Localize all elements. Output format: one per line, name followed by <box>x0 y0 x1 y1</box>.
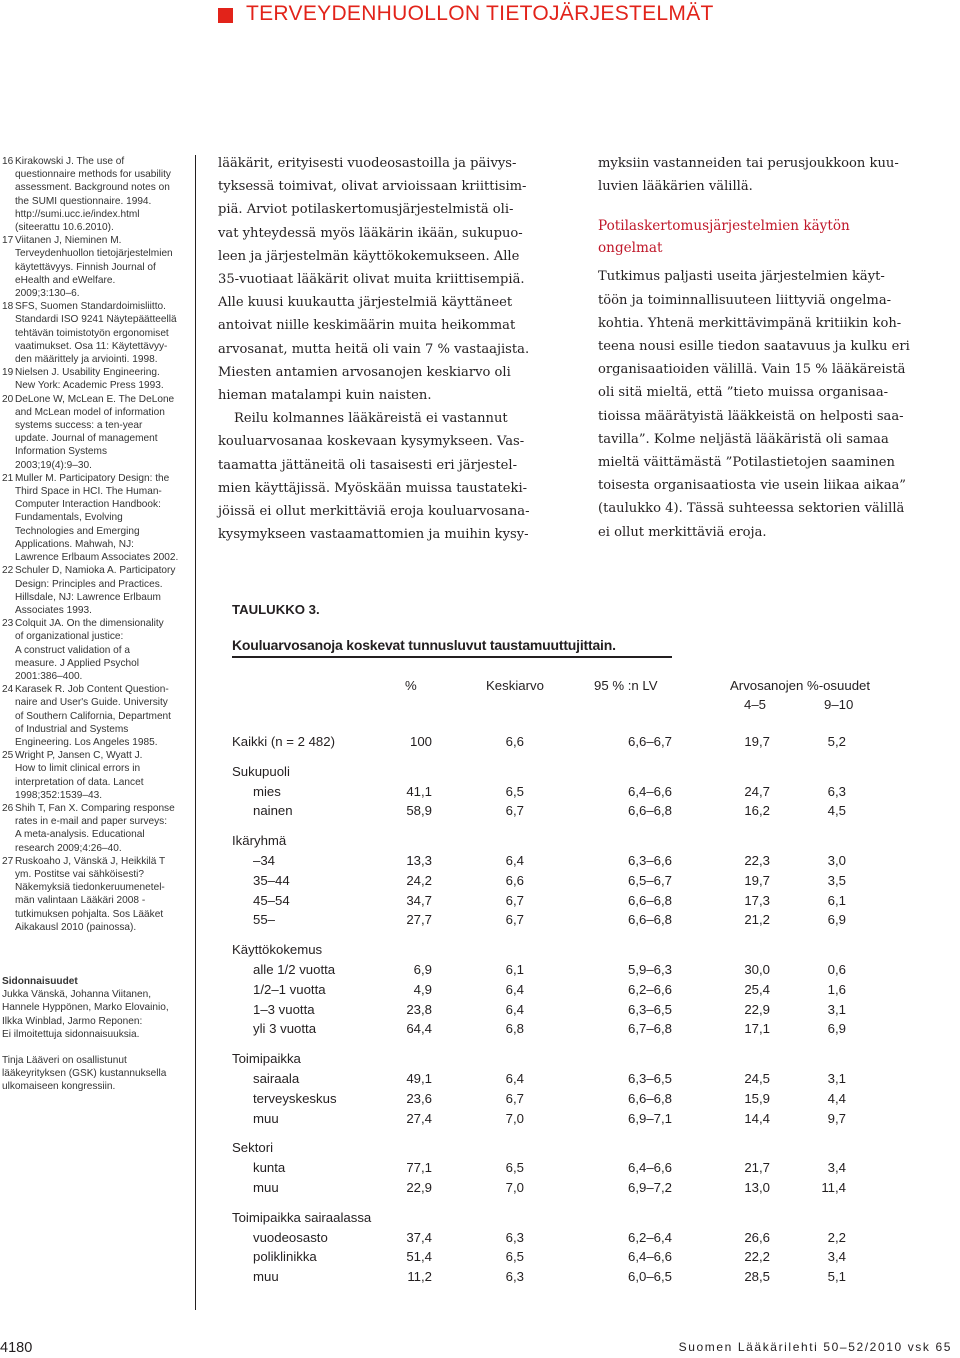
table-cell: 15,9 <box>744 1090 770 1106</box>
reference-text: Karasek R. Job Content Question- naire and User's Guide. University of Southern California, Department of Industrial and Systems Engineering. Los Angeles 1985. <box>15 684 171 748</box>
reference-item <box>2 564 192 617</box>
table-row-label: sairaala <box>253 1071 300 1086</box>
reference-number: 16 <box>2 156 14 167</box>
table-row-label: –34 <box>253 853 276 868</box>
table-cell: 27,4 <box>406 1110 432 1126</box>
table-cell: 6,4 <box>505 853 524 868</box>
table-cell: 28,5 <box>744 1269 770 1285</box>
section-title: TERVEYDENHUOLLON TIETOJÄRJESTELMÄT <box>246 2 714 25</box>
table-cell: 16,2 <box>744 803 770 819</box>
table-cell: 6,6–6,8 <box>628 1090 672 1106</box>
table-row-label: nainen <box>253 803 293 819</box>
table-cell: 6,3–6,5 <box>628 1001 672 1017</box>
reference-number: 26 <box>2 802 14 814</box>
body-column-middle <box>218 152 578 546</box>
table-cell: 7,0 <box>505 1180 524 1195</box>
table-cell: 6,5 <box>505 1160 524 1176</box>
table-cell: 30,0 <box>744 962 770 977</box>
table-cell: 21,2 <box>744 912 770 928</box>
table-cell: 6,4 <box>505 1071 524 1086</box>
table-cell: 6,4–6,6 <box>628 1249 672 1265</box>
affiliations-text-1: Jukka Vänskä, Johanna Viitanen, Hannele Hyppönen, Marko Elovainio, Ilkka Winblad, Jarmo Reponen: Ei ilmoitettuja sidonnaisuuksia. <box>2 989 169 1040</box>
table-cell: 17,3 <box>744 892 770 908</box>
reference-number: 17 <box>2 235 14 247</box>
table-title: Kouluarvosanoja koskevat tunnusluvut taustamuuttujittain. <box>232 637 616 653</box>
table-cell: 6,2–6,4 <box>628 1229 672 1245</box>
table-cell: 6,9–7,1 <box>628 1110 672 1126</box>
table-cell: 13,3 <box>406 853 432 868</box>
table-label: TAULUKKO 3. <box>232 602 320 617</box>
reference-text: Nielsen J. Usability Engineering. New York: Academic Press 1993. <box>15 367 164 392</box>
table-cell: 6,5–6,7 <box>628 872 672 888</box>
table-cell: 6,7 <box>505 803 524 819</box>
table-cell: 3,4 <box>827 1160 846 1176</box>
header-marker <box>218 8 233 23</box>
table-cell: 23,8 <box>406 1001 432 1017</box>
table-group-label: Ikäryhmä <box>232 833 287 849</box>
table-cell: 6,3–6,5 <box>628 1071 672 1086</box>
column-divider <box>195 155 196 1310</box>
table-cell: 6,7 <box>505 912 524 928</box>
reference-item <box>2 155 192 234</box>
table-cell: 6,9 <box>827 1021 846 1037</box>
affiliations-title: Sidonnaisuudet <box>2 976 78 987</box>
table-row-label: alle 1/2 vuotta <box>253 962 336 977</box>
table-cell: 6,6–6,7 <box>628 734 672 749</box>
reference-number: 21 <box>2 472 14 484</box>
col-header-grade-share: Arvosanojen %-osuudet <box>730 678 871 693</box>
reference-text: DeLone W, McLean E. The DeLone and McLean model of information systems success: a ten-year update. Journal of management Information Systems 2003;19(4):9–30. <box>15 393 175 471</box>
reference-number: 18 <box>2 301 14 313</box>
table-cell: 1,6 <box>827 981 846 997</box>
table-cell: 22,9 <box>744 1001 770 1017</box>
reference-number: 25 <box>2 750 14 762</box>
col-header-pct: % <box>405 678 417 693</box>
reference-item <box>2 855 192 934</box>
table-cell: 22,3 <box>744 853 770 868</box>
table-cell: 4,4 <box>827 1090 846 1106</box>
table-cell: 6,4 <box>505 1001 524 1017</box>
table-cell: 22,2 <box>744 1249 770 1265</box>
reference-text: Muller M. Participatory Design: the Third Space in HCI. The Human- Computer Interaction Handbook: Fundamentals, Evolving Technologies and Emerging Applications. Mahwah, NJ: Lawrence Erlbaum Associates 2002. <box>15 472 179 564</box>
table-cell: 6,3 <box>827 783 846 799</box>
table-cell: 5,1 <box>827 1269 846 1285</box>
col-header-ci: 95 % :n LV <box>594 678 658 693</box>
table-cell: 6,6–6,8 <box>628 912 672 928</box>
reference-item <box>2 802 192 855</box>
affiliations <box>2 975 192 1094</box>
reference-list <box>2 155 192 934</box>
table-cell: 14,4 <box>744 1110 770 1126</box>
table-cell: 3,0 <box>827 853 846 868</box>
table-cell: 6,3–6,6 <box>628 853 672 868</box>
table-cell: 6,9 <box>413 962 432 977</box>
table-cell: 25,4 <box>744 981 770 997</box>
table-row-label: 35–44 <box>253 872 290 888</box>
table-cell: 27,7 <box>406 912 432 928</box>
reference-number: 27 <box>2 855 14 867</box>
table-row-label: 1/2–1 vuotta <box>253 981 326 997</box>
journal-footer: Suomen Lääkärilehti 50–52/2010 vsk 65 <box>678 1340 952 1354</box>
reference-item <box>2 366 192 392</box>
table-cell: 100 <box>409 734 432 749</box>
table-cell: 24,5 <box>744 1071 770 1086</box>
reference-item <box>2 393 192 472</box>
reference-text: Viitanen J, Nieminen M. Terveydenhuollon tietojärjestelmien käytettävyys. Finnish Journal of eHealth and eWelfare. 2009;3:130–6. <box>15 235 173 300</box>
col-header-grade-9-10: 9–10 <box>824 697 854 712</box>
table-row-label: yli 3 vuotta <box>253 1021 317 1037</box>
table-cell: 6,6 <box>505 872 524 888</box>
table-cell: 6,5 <box>505 783 524 799</box>
table-cell: 64,4 <box>406 1021 432 1037</box>
table-cell: 3,5 <box>827 872 846 888</box>
table-cell: 7,0 <box>505 1110 524 1126</box>
reference-text: Colquit JA. On the dimensionality of organizational justice: A construct validation of a measure. J Applied Psychol 2001:386–400. <box>15 618 164 682</box>
table-cell: 17,1 <box>744 1021 770 1037</box>
table-row-label: mies <box>253 783 281 799</box>
table-cell: 19,7 <box>744 734 770 749</box>
table-row-label: poliklinikka <box>253 1249 317 1265</box>
table-cell: 6,1 <box>827 892 846 908</box>
table-cell: 0,6 <box>827 962 846 977</box>
table-cell: 6,5 <box>505 1249 524 1265</box>
table-cell: 6,9 <box>827 912 846 928</box>
table-cell: 5,2 <box>827 734 846 749</box>
table-cell: 6,0–6,5 <box>628 1269 672 1285</box>
body-paragraph: Reilu kolmannes lääkäreistä ei vastannut kouluarvosanaa koskevaan kysymykseen. Vas- taamatta jättäneitä oli tasaisesti eri järjestel- mien käyttäjissä. Myöskään muissa taustateki- jöissä ei ollut merkittäviä eroja kouluarvosana- kysymykseen vastaamattomien ja muihin kysy- <box>218 411 530 543</box>
page-number: 4180 <box>0 1340 33 1356</box>
table-cell: 6,7 <box>505 892 524 908</box>
table-cell: 6,8 <box>505 1021 524 1037</box>
table-cell: 37,4 <box>406 1229 432 1245</box>
reference-item <box>2 749 192 802</box>
table-cell: 49,1 <box>406 1071 432 1086</box>
col-header-mean: Keskiarvo <box>486 678 544 693</box>
reference-item <box>2 683 192 749</box>
table-row-label: terveyskeskus <box>253 1090 337 1106</box>
table-cell: 41,1 <box>406 783 432 799</box>
table-cell: 6,3 <box>505 1229 524 1245</box>
reference-item <box>2 617 192 683</box>
table-cell: 24,2 <box>406 872 432 888</box>
table-cell: 5,9–6,3 <box>628 962 672 977</box>
table-title-rule <box>232 656 672 658</box>
reference-text: Wright P, Jansen C, Wyatt J. How to limit clinical errors in interpretation of data. Lancet 1998;352:1539–43. <box>15 750 144 801</box>
table-cell: 34,7 <box>406 892 432 908</box>
table-cell: 6,2–6,6 <box>628 981 672 997</box>
reference-item <box>2 234 192 300</box>
table-cell: 6,9–7,2 <box>628 1180 672 1195</box>
table-cell: 6,7–6,8 <box>628 1021 672 1037</box>
table-cell: 9,7 <box>827 1110 846 1126</box>
table-group-label: Sukupuoli <box>232 763 290 779</box>
table-cell: 6,6–6,8 <box>628 803 672 819</box>
table-cell: 6,1 <box>505 962 524 977</box>
table-row-label: muu <box>253 1269 279 1285</box>
table-row-label: kunta <box>253 1160 286 1176</box>
reference-number: 22 <box>2 565 14 577</box>
table-cell: 51,4 <box>406 1249 432 1265</box>
table-cell: 4,5 <box>827 803 846 819</box>
table-cell: 21,7 <box>744 1160 770 1176</box>
reference-item <box>2 300 192 366</box>
reference-number: 19 <box>2 367 14 379</box>
table-cell: 24,7 <box>744 783 770 799</box>
table-row-label: muu <box>253 1110 279 1126</box>
table-row-label: muu <box>253 1180 279 1195</box>
table-cell: 19,7 <box>744 872 770 888</box>
reference-item <box>2 472 192 564</box>
col-header-grade-4-5: 4–5 <box>744 697 767 712</box>
reference-text: Kirakowski J. The use of questionnaire methods for usability assessment. Background notes on the SUMI questionnaire. 1994. http://sumi.ucc.ie/index.html (siteerattu 10.6.2010). <box>15 156 171 234</box>
reference-text: Schuler D, Namioka A. Participatory Design: Principles and Practices. Hillsdale, NJ: Lawrence Erlbaum Associates 1993. <box>15 565 176 616</box>
table-cell: 13,0 <box>744 1180 770 1195</box>
table-cell: 22,9 <box>406 1180 432 1195</box>
table-row-label: vuodeosasto <box>253 1229 328 1245</box>
table-cell: 6,4–6,6 <box>628 783 672 799</box>
table-group-label: Sektori <box>232 1140 274 1156</box>
table-cell: 6,3 <box>505 1269 524 1285</box>
section-heading: Potilaskertomusjärjestelmien käytön ongelmat <box>598 218 850 257</box>
table-cell: 3,1 <box>827 1071 846 1086</box>
body-paragraph: Tutkimus paljasti useita järjestelmien käyt- töön ja toiminnallisuuteen liittyviä ongelma- kohtia. Yhtenä merkittävimpänä kritiikin koh- teena nousi esille tiedon saatavuus ja kulku eri organisaatioiden välillä. Vain 15 % lääkäreistä oli sitä mieltä, että ”tieto muissa organisaa- tioissa määrätyistä lääkkeistä on helposti saa- tavilla”. Kolme neljästä lääkäristä oli samaa mieltä väittämästä ”Potilastietojen saaminen toisesta organisaatiosta vie usein liikaa aikaa” (taulukko 4). Tässä suhteessa sektorien välillä ei ollut merkittäviä eroja. <box>598 269 910 540</box>
table-row-label: 55– <box>253 912 276 928</box>
table-cell: 6,4–6,6 <box>628 1160 672 1176</box>
reference-number: 23 <box>2 618 14 630</box>
body-column-right <box>598 152 958 544</box>
reference-text: Ruskoaho J, Vänskä J, Heikkilä T ym. Postitse vai sähköisesti? Näkemyksiä tiedonkeruumenetel- män valintaan Lääkäri 2008 - tutkimuksen pohjalta. Sos Lääket Aikakausl 2010 (painossa). <box>15 855 166 933</box>
table-cell: 6,4 <box>505 981 524 997</box>
table-cell: 4,9 <box>413 981 432 997</box>
table-row-label: Kaikki (n = 2 482) <box>232 734 335 749</box>
table-cell: 6,7 <box>505 1090 524 1106</box>
body-paragraph: myksiin vastanneiden tai perusjoukkoon kuu- luvien lääkärien välillä. <box>598 156 899 195</box>
table-cell: 11,2 <box>407 1269 432 1285</box>
table-cell: 3,4 <box>827 1249 846 1265</box>
table-group-label: Toimipaikka sairaalassa <box>232 1209 372 1225</box>
table-row-label: 45–54 <box>253 892 290 908</box>
table-cell: 6,6–6,8 <box>628 892 672 908</box>
table-cell: 6,6 <box>505 734 524 749</box>
reference-number: 20 <box>2 393 14 405</box>
table-cell: 3,1 <box>827 1001 846 1017</box>
affiliations-text-2: Tinja Lääveri on osallistunut lääkeyrityksen (GSK) kustannuksella ulkomaiseen kongressiin. <box>2 1055 167 1093</box>
reference-text: SFS, Suomen Standardoimisliitto. Standardi ISO 9241 Näytepäätteellä tehtävän toimistotyön ergonomiset vaatimukset. Osa 11: Käytettävyy- den määrittely ja arviointi. 1998. <box>15 301 177 366</box>
table-cell: 2,2 <box>827 1229 846 1245</box>
table-cell: 26,6 <box>744 1229 770 1245</box>
reference-text: Shih T, Fan X. Comparing response rates in e-mail and paper surveys: A meta-analysis. Educational research 2009;4:26–40. <box>15 802 175 854</box>
table-group-label: Toimipaikka <box>232 1051 301 1067</box>
table-cell: 77,1 <box>406 1160 432 1176</box>
reference-number: 24 <box>2 684 14 696</box>
table-group-label: Käyttökokemus <box>232 942 323 958</box>
body-paragraph: lääkärit, erityisesti vuodeosastoilla ja päivys- tyksessä toimivat, olivat arvioissaan kriittisim- piä. Arviot potilaskertomusjärjestelmistä oli- vat yhteydessä myös lääkärin ikään, sukupuo- leen ja järjestelmän käyttökokemukseen. Alle 35-vuotiaat lääkärit olivat muita kriittisempiä. Alle kuusi kuukautta järjestelmiä käyttäneet antoivat niille keskimäärin muita heikommat arvosanat, mutta heitä oli vain 7 % vastaajista. Miesten antamien arvosanojen keskiarvo oli hieman matalampi kuin naisten. <box>218 156 530 404</box>
table-row-label: 1–3 vuotta <box>253 1001 315 1017</box>
table-cell: 23,6 <box>406 1090 432 1106</box>
table-cell: 58,9 <box>406 803 432 819</box>
table-cell: 11,4 <box>821 1180 846 1195</box>
